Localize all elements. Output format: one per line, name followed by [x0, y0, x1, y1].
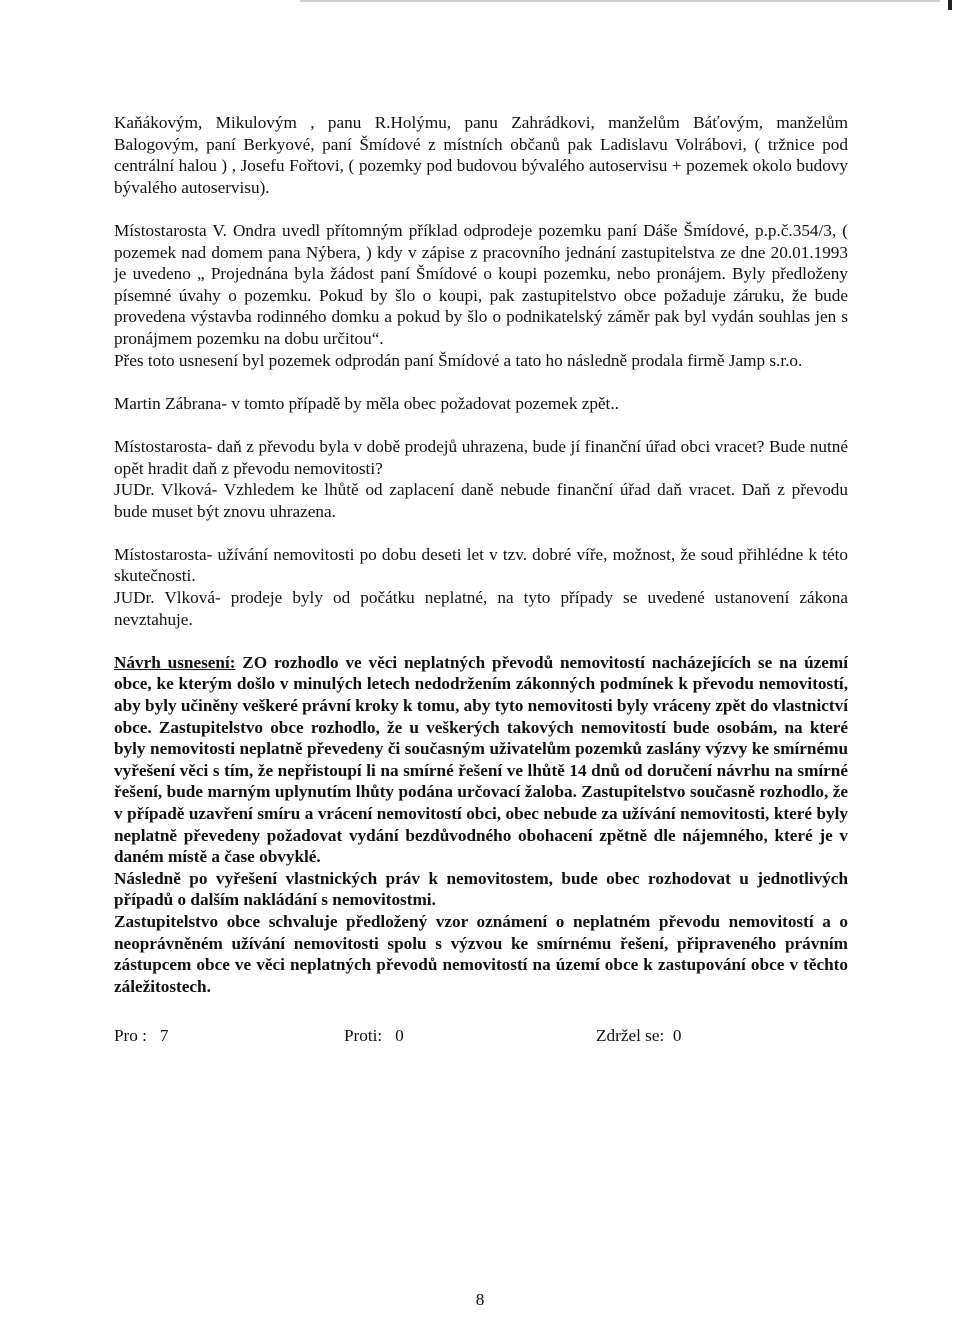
vote-proti: Proti: 0: [344, 1026, 404, 1046]
paragraph-tax-question: Místostarosta- daň z převodu byla v době prodejů uhrazena, bude jí finanční úřad obci vracet? Bude nutné opět hradit daň z převodu nemovitosti?: [114, 436, 848, 478]
document-page: [114, 112, 848, 1047]
vote-pro: Pro : 7: [114, 1026, 169, 1046]
resolution-paragraph-2: Následně po vyřešení vlastnických práv k nemovitostem, bude obec rozhodovat u jednotlivých případů o dalším nakládání s nemovitostmi.: [114, 868, 848, 910]
paragraph-vlkova-tax: JUDr. Vlková- Vzhledem ke lhůtě od zaplacení daně nebude finanční úřad daň vracet. Daň z převodu bude muset být znovu uhrazena.: [114, 480, 848, 521]
paragraph-ondra-example: Místostarosta V. Ondra uvedl přítomným příklad odprodeje pozemku paní Dáše Šmídové, p.p.č.354/3, ( pozemek nad domem pana Nýbera, ) kdy v zápise z pracovního jednání zastupitelstva ze dne 20.01.1993 je uvedeno „ Projednána byla žádost paní Šmídové o koupi pozemku, nebo pronájem. Byly předloženy písemné úvahy o pozemku. Pokud by šlo o koupi, pak zastupitelstvo obce požaduje záruku, že bude provedena výstavba rodinného domku a pokud by šlo o podnikatelský záměr pak byl vydán souhlas jen s pronájmem pozemku na dobu určitou“.: [114, 220, 848, 348]
resolution-label: Návrh usnesení:: [114, 652, 236, 672]
resolution-text-1: ZO rozhodlo ve věci neplatných převodů nemovitostí nacházejících se na území obce, ke kterým došlo v minulých letech nedodržením zákonných podmínek k převodu nemovitostí, aby byly učiněny veškeré právní kroky k tomu, aby tyto nemovitosti byly vráceny zpět do vlastnictví obce. Zastupitelstvo obce rozhodlo, že u veškerých takových nemovitostí bude osobám, na které byly nemovitosti neplatně převedeny či současným uživatelům pozemků zaslány výzvy ke smírnému vyřešení věci s tím, že nepřistoupí li na smírné řešení ve lhůtě 14 dnů od doručení návrhu na smírné řešení, bude marným uplynutím lhůty podána určovací žaloba. Zastupitelstvo současně rozhodlo, že v případě uzavření smíru a vrácení nemovitostí obci, obec nebude za užívání nemovitosti, které byly neplatně převedeny požadovat vydání bezdůvodného obohacení zpětně dle nájemného, které je v daném místě a čase obvyklé.: [114, 652, 848, 867]
resolution-paragraph-1: [114, 652, 848, 868]
scan-edge-mark: [948, 0, 952, 10]
paragraph-vlkova-invalid: JUDr. Vlková- prodeje byly od počátku neplatné, na tyto případy se uvedené ustanovení zákona nevztahuje.: [114, 588, 848, 629]
paragraph-owners-list: Kaňákovým, Mikulovým , panu R.Holýmu, panu Zahrádkovi, manželům Báťovým, manželům Balogovým, paní Berkyové, paní Šmídové z místních občanů pak Ladislavu Volrábovi, ( tržnice pod centrální halou ) , Josefu Fořtovi, ( pozemky pod budovou bývalého autoservisu + pozemek okolo budovy bývalého autoservisu).: [114, 113, 848, 197]
scan-edge-line: [300, 0, 940, 2]
resolution-paragraph-3: Zastupitelstvo obce schvaluje předložený vzor oznámení o neplatném převodu nemovitostí a o neoprávněném užívání nemovitosti spolu s výzvou ke smírnému řešení, připraveného právním zástupcem obce ve věci neplatných převodů nemovitostí na území obce k zastupování obce v těchto záležitostech.: [114, 911, 848, 996]
paragraph-good-faith: Místostarosta- užívání nemovitosti po dobu deseti let v tzv. dobré víře, možnost, že soud přihlédne k této skutečnosti.: [114, 544, 848, 586]
vote-abstain: Zdržel se: 0: [596, 1026, 682, 1046]
paragraph-sold-to-jamp: Přes toto usnesení byl pozemek odprodán paní Šmídové a tato ho následně prodala firmě Jamp s.r.o.: [114, 350, 803, 370]
vote-result: [114, 1025, 848, 1047]
paragraph-zabrana: Martin Zábrana- v tomto případě by měla obec požadovat pozemek zpět..: [114, 393, 619, 413]
resolution-proposal: [114, 652, 848, 998]
page-number: 8: [475, 1290, 485, 1309]
